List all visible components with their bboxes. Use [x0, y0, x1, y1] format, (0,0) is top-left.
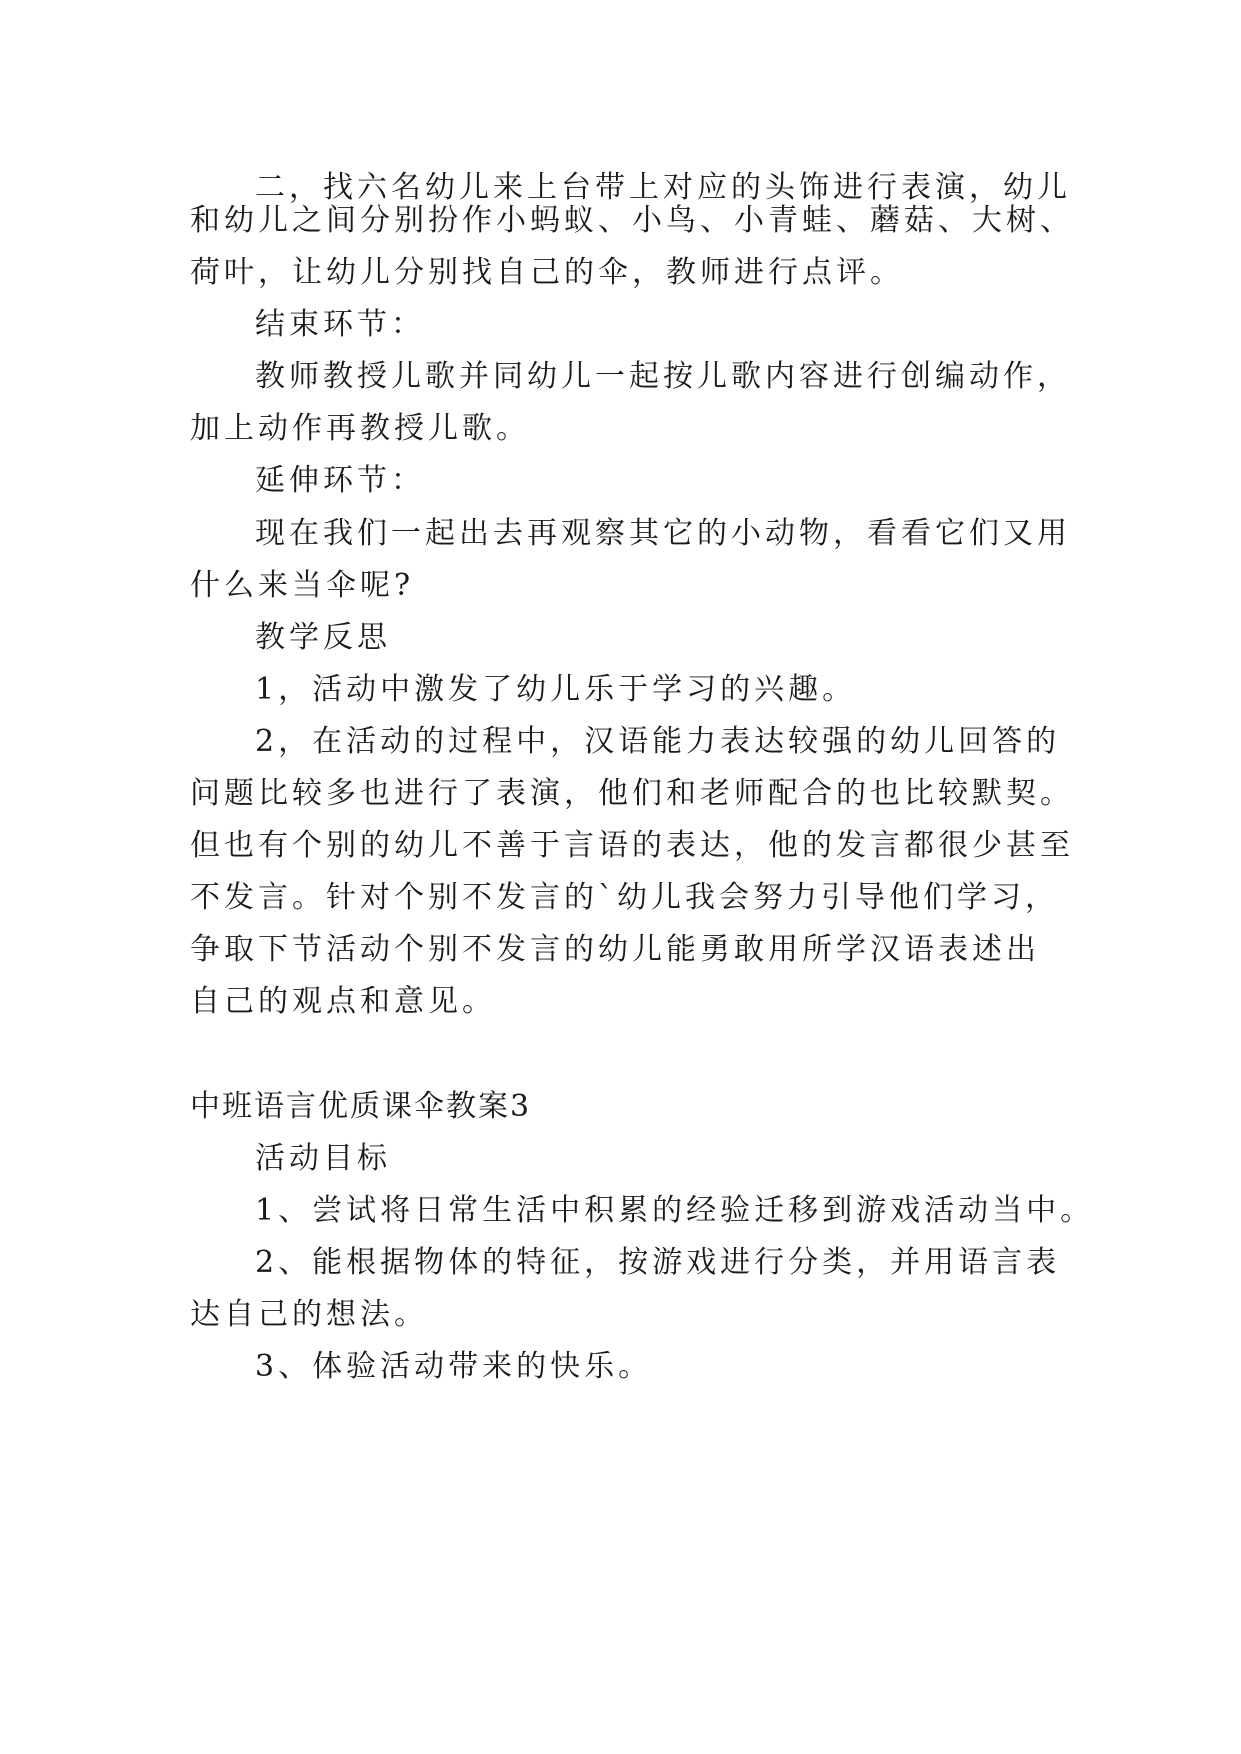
- section-label: 活动目标: [255, 1141, 391, 1176]
- paragraph-line: 达自己的想法。: [190, 1297, 428, 1332]
- section-title: 中班语言优质课伞教案3: [190, 1089, 532, 1124]
- paragraph-line: 什么来当伞呢?: [190, 568, 415, 603]
- list-item: 1、尝试将日常生活中积累的经验迁移到游戏活动当中。: [255, 1193, 1095, 1228]
- list-item: 2，在活动的过程中，汉语能力表达较强的幼儿回答的: [255, 724, 1061, 759]
- paragraph-line: 不发言。针对个别不发言的`幼儿我会努力引导他们学习，: [190, 880, 1059, 915]
- paragraph-line: 但也有个别的幼儿不善于言语的表达，他的发言都很少甚至: [190, 828, 1074, 863]
- section-label: 结束环节：: [255, 307, 425, 342]
- paragraph-line: 争取下节活动个别不发言的幼儿能勇敢用所学汉语表述出: [190, 932, 1040, 967]
- paragraph-line: 现在我们一起出去再观察其它的小动物，看看它们又用: [255, 516, 1071, 551]
- paragraph-line: 教师教授儿歌并同幼儿一起按儿歌内容进行创编动作，: [255, 359, 1071, 394]
- paragraph-line: 和幼儿之间分别扮作小蚂蚁、小鸟、小青蛙、蘑菇、大树、: [190, 203, 1074, 238]
- paragraph-line: 加上动作再教授儿歌。: [190, 411, 530, 446]
- section-label: 教学反思: [255, 620, 391, 655]
- list-item: 1，活动中激发了幼儿乐于学习的兴趣。: [255, 672, 857, 707]
- paragraph-line: 荷叶，让幼儿分别找自己的伞，教师进行点评。: [190, 255, 904, 290]
- paragraph-line: 二，找六名幼儿来上台带上对应的头饰进行表演，幼儿: [255, 170, 1071, 205]
- list-item: 2、能根据物体的特征，按游戏进行分类，并用语言表: [255, 1245, 1061, 1280]
- paragraph-line: 问题比较多也进行了表演，他们和老师配合的也比较默契。: [190, 776, 1074, 811]
- list-item: 3、体验活动带来的快乐。: [255, 1349, 653, 1384]
- section-label: 延伸环节：: [255, 463, 425, 498]
- paragraph-line: 自己的观点和意见。: [190, 984, 496, 1019]
